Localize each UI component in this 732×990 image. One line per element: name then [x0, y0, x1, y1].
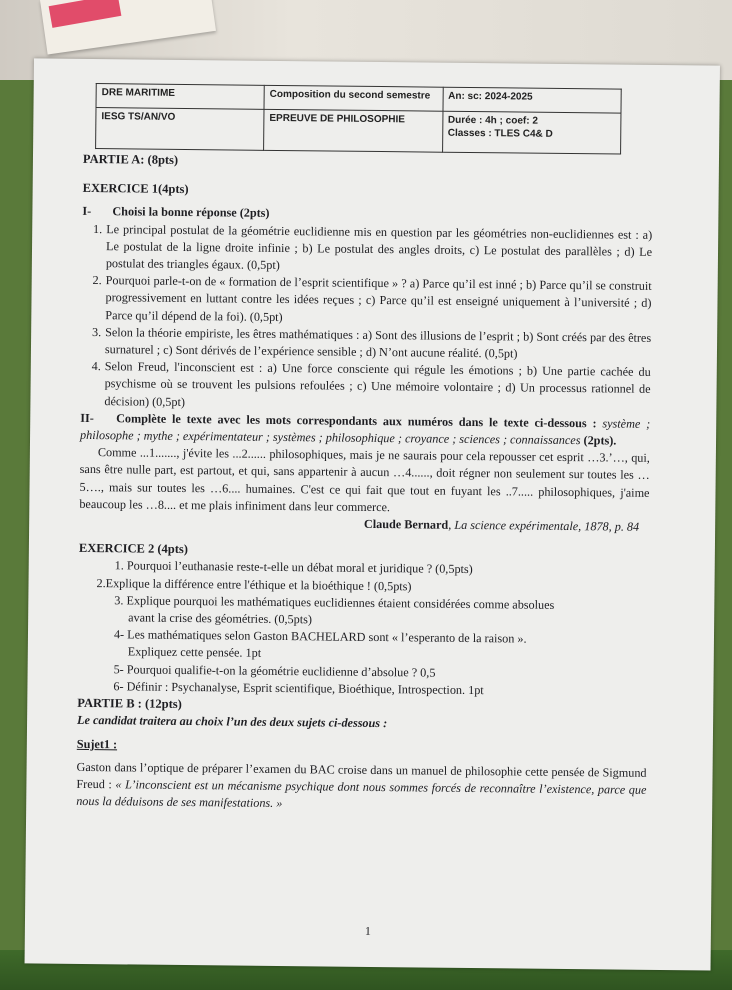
- header-classes: Classes : TLES C4& D: [447, 127, 553, 140]
- page-number: 1: [364, 923, 371, 938]
- header-epreuve: EPREUVE DE PHILOSOPHIE: [264, 109, 443, 152]
- exam-sheet: [25, 58, 720, 970]
- section-2-word-list: système ; philosophe ; mythe ; expérimentateur ; systèmes ; philosophique ; croyance ; sciences ; connaissances: [80, 416, 651, 448]
- question-4-text: Selon Freud, l'inconscient est : a) Une force consciente qui régule les émotions ; b) Une partie cachée du psychisme où se trouvent les pulsions refoulées ; c) Une mémoire volontaire ; d) Un processus rationnel de décision) (0,5pt): [104, 359, 651, 409]
- exercice-2-question-2: 2.Explique la différence entre l'éthique et la bioéthique ! (0,5pts): [96, 575, 412, 594]
- section-2-title: Complète le texte avec les mots correspondants aux numéros dans le texte ci-dessous :: [116, 411, 597, 431]
- exercice-2-title: EXERCICE 2 (4pts): [78, 541, 189, 557]
- passage-text: Comme ...1......., j'évite les ...2...... philosophiques, mais je ne saurais pour cela repousser cet esprit …3.’…, qui, sans être nulle part, est partout, et qui, sans appartenir à aucun …4......, doit régner non seulement sur toutes les …5…., mais sur toutes les …6.... humaines. C'est ce qui fait que tout en fuyant les ..7..... philosophiques, j'aime beaucoup les …8.... et me plais infiniment dans leur commerce.: [79, 445, 650, 515]
- exercice-2-question-5: 5- Pourquoi qualifie-t-on la géométrie euclidienne d’absolue ? 0,5: [113, 661, 436, 680]
- exercice-1-title: EXERCICE 1(4pts): [82, 181, 189, 197]
- sujet-1-text: [76, 759, 647, 817]
- exercice-2-question-4b: Expliquez cette pensée. 1pt: [127, 644, 262, 661]
- header-year: An: sc: 2024-2025: [442, 87, 621, 113]
- header-duration-classes: [442, 111, 621, 154]
- exercice-2-question-3b: avant la crise des géométries. (0,5pts): [128, 610, 312, 627]
- header-classes-of: IESG TS/AN/VO: [96, 107, 264, 150]
- sujet-1-label: Sujet1 :: [76, 736, 118, 751]
- exercice-2-question-6: 6- Définir : Psychanalyse, Esprit scientifique, Bioéthique, Introspection. 1pt: [113, 679, 484, 698]
- question-3-text: Selon la théorie empiriste, les êtres mathématiques : a) Sont des illusions de l’esprit ; b) Sont créés par des êtres surnaturel ; c) Sont dérivés de l’expérience sensible ; d) N’ont aucune réalité. (0,5pt): [104, 324, 652, 361]
- citation: Claude Bernard, La science expérimentale, 1878, p. 84: [363, 516, 640, 534]
- section-1-title: Choisi la bonne réponse (2pts): [112, 204, 270, 221]
- partie-b-instruction: Le candidat traitera au choix l’un des deux sujets ci-dessous :: [77, 713, 388, 731]
- exercice-2-question-4a: 4- Les mathématiques selon Gaston BACHELARD sont « l’esperanto de la raison ».: [113, 627, 527, 646]
- question-4: 4. Selon Freud, l'inconscient est : a) Une force consciente qui régule les émotions ; b) Une partie cachée du psychisme où se trouvent les pulsions refoulées ; c) Une mémoire volontaire ; d) Un processus rationnel de décision) (0,5pt): [80, 358, 651, 416]
- citation-work: La science expérimentale, 1878, p. 84: [454, 517, 640, 534]
- partie-a-title: PARTIE A: (8pts): [82, 151, 179, 167]
- header-school: DRE MARITIME: [96, 84, 264, 110]
- citation-author: Claude Bernard: [363, 516, 449, 532]
- question-3: 3. Selon la théorie empiriste, les êtres mathématiques : a) Sont des illusions de l’esprit ; b) Sont créés par des êtres surnaturel ; c) Sont dérivés de l’expérience sensible ; d) N’ont aucune réalité. (0,5pt): [81, 324, 651, 364]
- exercice-2-question-3a: 3. Explique pourquoi les mathématiques euclidiennes étaient considérées comme absolues: [114, 593, 555, 612]
- partie-b-title: PARTIE B : (12pts): [77, 695, 182, 712]
- sujet-1-quote: « L’inconscient est un mécanisme psychique dont nous sommes forcés de reconnaître l’existence, parce que nous la déduisons de ses manifestations. »: [76, 777, 647, 811]
- header-duration: Durée : 4h ; coef: 2: [447, 114, 538, 127]
- question-2-text: Pourquoi parle-t-on de « formation de l’esprit scientifique » ? a) Parce qu’il est inné ; b) Parce qu’il se construit progressivement en luttant contre les idées reçues ; c) Parce qu’il est enseigné uniquement à l’université ; d) Parce qu’il dépend de la foi). (0,5pt): [105, 273, 652, 324]
- question-2: 2. Pourquoi parle-t-on de « formation de l’esprit scientifique » ? a) Parce qu’il est inné ; b) Parce qu’il se construit progressivement en luttant contre les idées reçues ; c) Parce qu’il est enseigné uniquement à l’université ; d) Parce qu’il dépend de la foi). (0,5pt): [81, 272, 652, 330]
- section-2-label: II-: [80, 410, 94, 425]
- header-exam-title: Composition du second semestre: [264, 85, 443, 111]
- question-1: 1. Le principal postulat de la géométrie euclidienne mis en question par les géométries non-euclidiennes est : a) Le postulat de la ligne droite infinie ; b) Le postulat des angles droits, c) Le postulat des parallèles ; d) Le postulat des triangles égaux. (0,5pt): [82, 221, 653, 279]
- section-1-label: I-: [82, 204, 92, 219]
- exam-content: [76, 151, 653, 816]
- exercice-2-question-1: 1. Pourquoi l’euthanasie reste-t-elle un débat moral et juridique ? (0,5pts): [114, 558, 473, 577]
- question-1-text: Le principal postulat de la géométrie euclidienne mis en question par les géométries non-euclidiennes est : a) Le postulat de la ligne droite infinie ; b) Le postulat des angles droits, c) Le postulat des parallèles ; d) Le postulat des triangles égaux. (0,5pt): [105, 221, 653, 273]
- header-table: [95, 83, 622, 155]
- section-2-points: (2pts).: [583, 433, 617, 448]
- sujet-1-intro: Gaston dans l’optique de préparer l’examen du BAC croise dans un manuel de philosophie cette pensée de Sigmund Freud :: [76, 759, 647, 792]
